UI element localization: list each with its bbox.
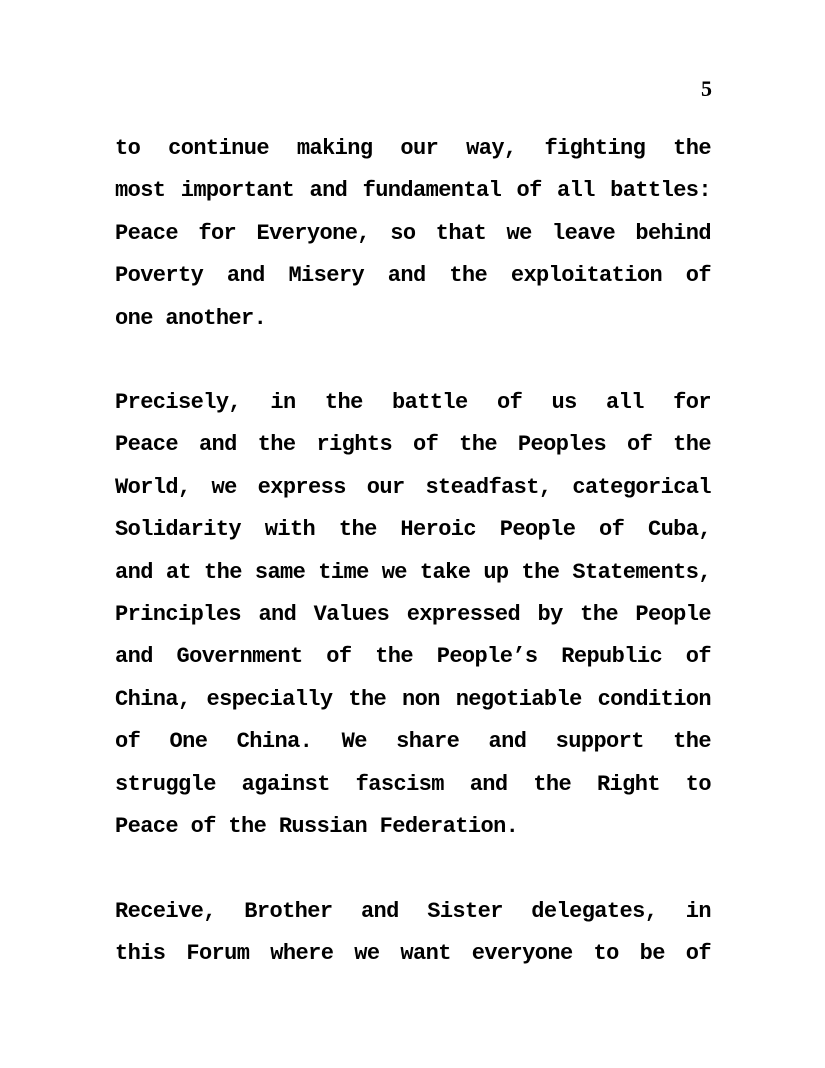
paragraph-line: this Forum where we want everyone to be of xyxy=(115,941,711,967)
paragraph-line: of One China. We share and support the xyxy=(115,729,711,755)
paragraph-line: Solidarity with the Heroic People of Cuba, xyxy=(115,517,711,543)
paragraph-line: World, we express our steadfast, categorical xyxy=(115,474,711,500)
paragraph-line: China, especially the non negotiable condition xyxy=(115,686,711,712)
paragraph-line: one another. xyxy=(115,305,267,331)
paragraph-1 xyxy=(115,128,711,340)
paragraph-2 xyxy=(115,382,711,848)
paragraph-line: most important and fundamental of all battles: xyxy=(115,178,711,204)
paragraph-line: to continue making our way, fighting the xyxy=(115,136,711,161)
paragraph-line: Principles and Values expressed by the People xyxy=(115,601,711,627)
paragraph-line: Poverty and Misery and the exploitation of xyxy=(115,263,711,289)
paragraph-line: Peace for Everyone, so that we leave behind xyxy=(115,220,711,246)
paragraph-line: Peace of the Russian Federation. xyxy=(115,813,519,839)
page-number: 5 xyxy=(701,76,712,101)
paragraph-line: and Government of the People’s Republic of xyxy=(115,644,711,670)
paragraph-line: Peace and the rights of the Peoples of the xyxy=(115,432,711,458)
paragraph-3 xyxy=(115,891,711,976)
paragraph-line: and at the same time we take up the Statements, xyxy=(115,559,711,585)
paragraph-line: Receive, Brother and Sister delegates, in xyxy=(115,899,711,924)
paragraph-line: Precisely, in the battle of us all for xyxy=(115,390,711,415)
paragraph-line: struggle against fascism and the Right to xyxy=(115,771,711,797)
